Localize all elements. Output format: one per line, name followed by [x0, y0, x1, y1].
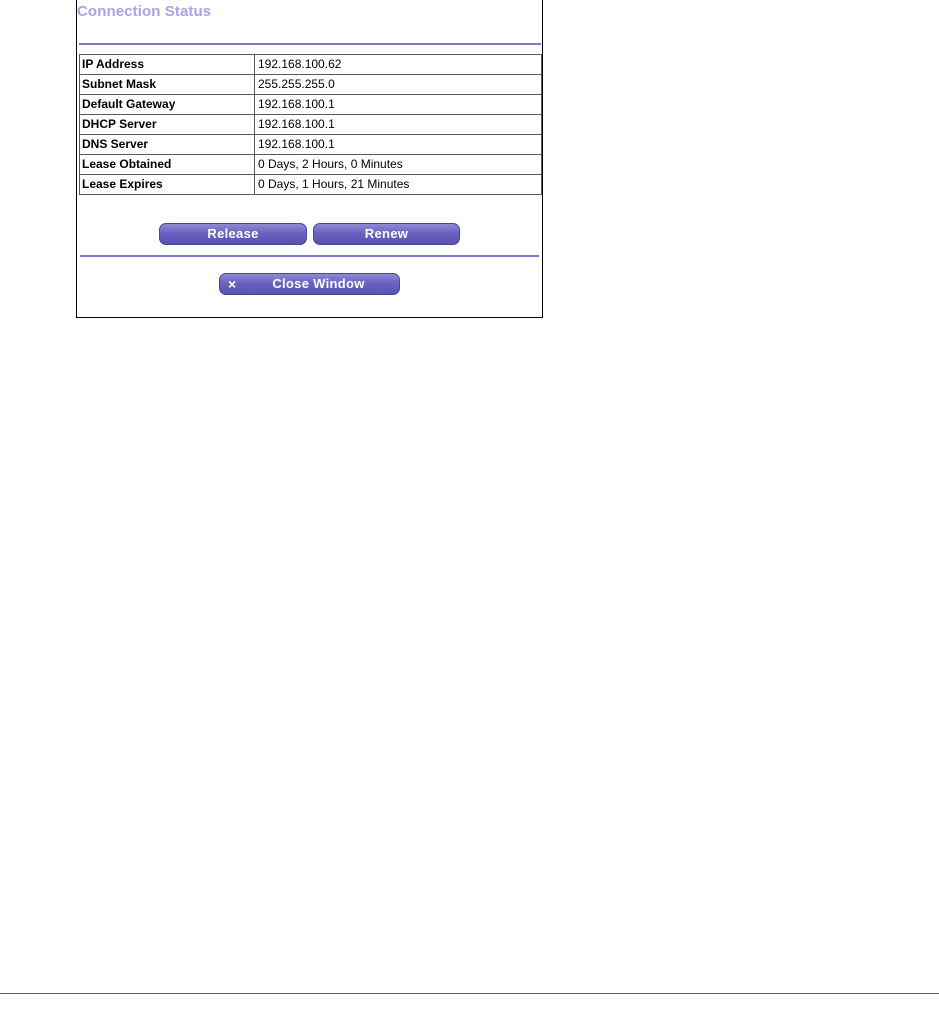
close-icon: × — [228, 276, 237, 292]
page-footer-divider — [0, 993, 939, 994]
table-row — [80, 75, 542, 95]
table-row — [80, 55, 542, 75]
row-label: Default Gateway — [80, 95, 255, 115]
row-value: 0 Days, 1 Hours, 21 Minutes — [255, 175, 542, 195]
row-label: DHCP Server — [80, 115, 255, 135]
close-window-button[interactable] — [219, 273, 400, 295]
row-label: Lease Expires — [80, 175, 255, 195]
close-window-label: Close Window — [272, 276, 365, 291]
connection-status-panel — [76, 0, 543, 318]
row-label: Lease Obtained — [80, 155, 255, 175]
row-label: DNS Server — [80, 135, 255, 155]
row-label: IP Address — [80, 55, 255, 75]
table-row — [80, 175, 542, 195]
table-row — [80, 95, 542, 115]
row-value: 192.168.100.1 — [255, 95, 542, 115]
title-divider — [79, 43, 541, 45]
release-button[interactable]: Release — [159, 223, 307, 245]
table-row — [80, 115, 542, 135]
table-row — [80, 155, 542, 175]
row-value: 192.168.100.1 — [255, 135, 542, 155]
panel-title: Connection Status — [77, 3, 212, 20]
row-value: 192.168.100.62 — [255, 55, 542, 75]
row-value: 255.255.255.0 — [255, 75, 542, 95]
row-label: Subnet Mask — [80, 75, 255, 95]
row-value: 192.168.100.1 — [255, 115, 542, 135]
renew-button[interactable]: Renew — [313, 223, 460, 245]
actions-divider — [80, 255, 539, 257]
connection-info-table — [79, 54, 542, 195]
row-value: 0 Days, 2 Hours, 0 Minutes — [255, 155, 542, 175]
table-row — [80, 135, 542, 155]
